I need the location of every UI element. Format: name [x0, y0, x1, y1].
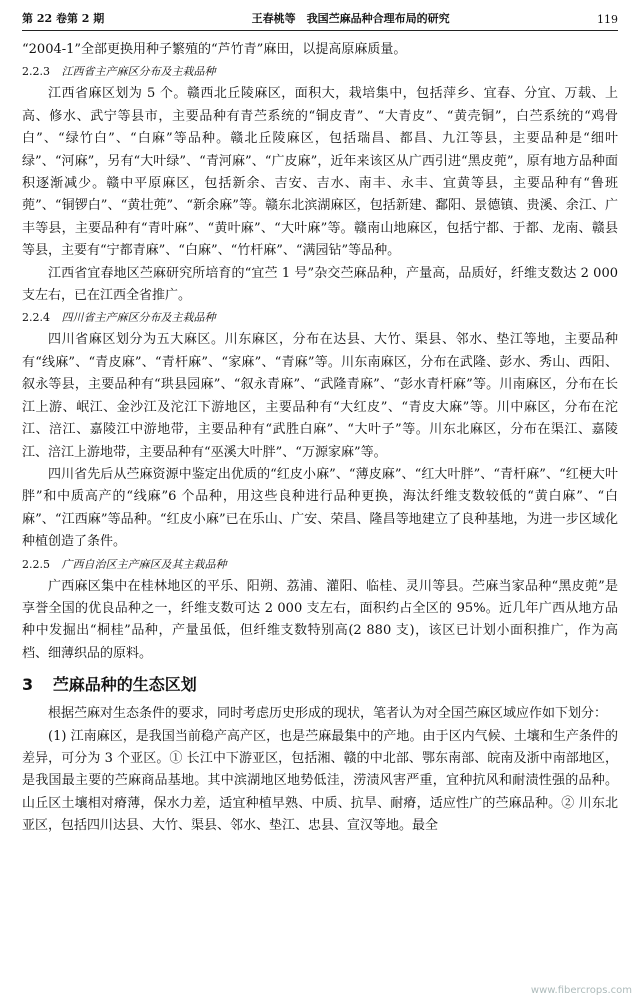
- section-heading-3: [22, 673, 618, 697]
- subsection-number: 2.2.4: [22, 311, 50, 325]
- subsection-heading-2-2-5: [22, 554, 618, 576]
- journal-volume: 第 22 卷第 2 期: [22, 12, 105, 25]
- paragraph: 四川省先后从苎麻资源中鉴定出优质的“红皮小麻”、“薄皮麻”、“红大叶胖”、“青杆麻”、“红梗大叶胖”和中质高产的“线麻”6 个品种，用这些良种进行品种更换，海汰纤维支数较低的“黄白麻”、“白麻”、“江西麻”等品种。“红皮小麻”已在乐山、广安、荣昌、隆昌等地建立了良种基地，为进一步区域化种植创造了条件。: [22, 466, 618, 550]
- paragraph: 根据苎麻对生态条件的要求，同时考虑历史形成的现状，笔者认为对全国苎麻区域应作如下划分：: [48, 706, 608, 722]
- subsection-title: 广西自治区主产麻区及其主栽品种: [61, 557, 227, 571]
- paragraph: 江西省麻区划为 5 个。赣西北丘陵麻区，面积大，栽培集中，包括萍乡、宜春、分宜、万载、上高、修水、武宁等县市，主要品种有青苎系统的“铜皮青”、“大青皮”、“黄壳铜”，白苎系统的“鸡骨白”、“绿竹白”、“白麻”等品种。赣北丘陵麻区，包括瑞昌、都昌、九江等县，主要品种是“细叶绿”、“河麻”，另有“大叶绿”、“青河麻”、“广皮麻”，近年来该区从广西引进“黑皮蔸”，原有地方品种面积逐渐减少。赣中平原麻区，包括新余、吉安、吉水、南丰、永丰、宜黄等县，主要品种有“鲁班蔸”、“铜锣白”、“黄壮蔸”、“新余麻”等。赣东北滨湖麻区，包括新建、鄱阳、景德镇、贵溪、余江、广丰等县，主要品种有“青叶麻”、“黄叶麻”、“大叶麻”等。赣南山地麻区，包括宁都、于都、龙南、赣县等县，主要有“宁都青麻”、“白麻”、“竹杆麻”、“满园钻”等品种。: [22, 86, 618, 259]
- intro-line: “2004-1”全部更换用种子繁殖的“芦竹青”麻田，以提高原麻质量。: [22, 42, 407, 57]
- paragraph: (1) 江南麻区，是我国当前稳产高产区，也是苎麻最集中的产地。由于区内气候、土壤和生产条件的差异，可分为 3 个亚区。① 长江中下游亚区，包括湘、赣的中北部、鄂东南部、皖南及浙中南部地区，是我国最主要的苎麻商品基地。其中滨湖地区地势低洼，涝渍风害严重，宜种抗风和耐渍性强的品种。山丘区土壤相对瘠薄，保水力差，适宜种植早熟、中质、抗旱、耐瘠，适应性广的苎麻品种。② 川东北亚区，包括四川达县、大竹、渠县、邻水、垫江、忠县、宣汉等地。最全: [22, 728, 618, 834]
- running-title: 王春桃等 我国苎麻品种合理布局的研究: [251, 12, 450, 25]
- running-header: [22, 0, 618, 31]
- watermark: www.fibercrops.com: [530, 985, 632, 996]
- subsection-title: 四川省主产麻区分布及主栽品种: [61, 311, 216, 325]
- subsection-number: 2.2.5: [22, 557, 50, 571]
- subsection-heading-2-2-3: [22, 61, 618, 83]
- subsection-title: 江西省主产麻区分布及主栽品种: [61, 65, 216, 79]
- subsection-number: 2.2.3: [22, 65, 50, 79]
- paragraph: 四川省麻区划分为五大麻区。川东麻区，分布在达县、大竹、渠县、邻水、垫江等地，主要品种有“线麻”、“青皮麻”、“青杆麻”、“家麻”、“青麻”等。川东南麻区，分布在武隆、彭水、秀山、西阳、叙永等县，主要品种有“珙县园麻”、“叙永青麻”、“武隆青麻”、“彭水青杆麻”等。川南麻区，分布在长江上游、岷江、金沙江及沱江下游地区，主要品种有“大红皮”、“青皮大麻”等。川中麻区，分布在沱江、涪江、嘉陵江中游地带，主要品种有“武胜白麻”、“大叶子”等。川东北麻区，分布在渠江、嘉陵江、涪江上游地带，主要品种有“巫溪大叶胖”、“万源家麻”等。: [22, 332, 618, 460]
- paragraph: 广西麻区集中在桂林地区的平乐、阳朔、荔浦、灌阳、临桂、灵川等县。苎麻当家品种“黑皮蔸”是享誉全国的优良品种之一，纤维支数可达 2 000 支左右，面积约占全区的 95%。近几年广西从地方品种中发掘出“桐桂”品种，产量虽低，但纤维支数特别高(2 880 支)，该区已计划小面积推广，作为高档、细薄织品的原料。: [22, 578, 618, 661]
- subsection-heading-2-2-4: [22, 307, 618, 329]
- paragraph: 江西省宜春地区苎麻研究所培育的“宜苎 1 号”杂交苎麻品种，产量高，品质好，纤维支数达 2 000 支左右，已在江西全省推广。: [22, 265, 618, 304]
- section-number: 3: [22, 675, 34, 695]
- section-title: 苎麻品种的生态区划: [52, 675, 197, 695]
- page-number: 119: [597, 13, 618, 26]
